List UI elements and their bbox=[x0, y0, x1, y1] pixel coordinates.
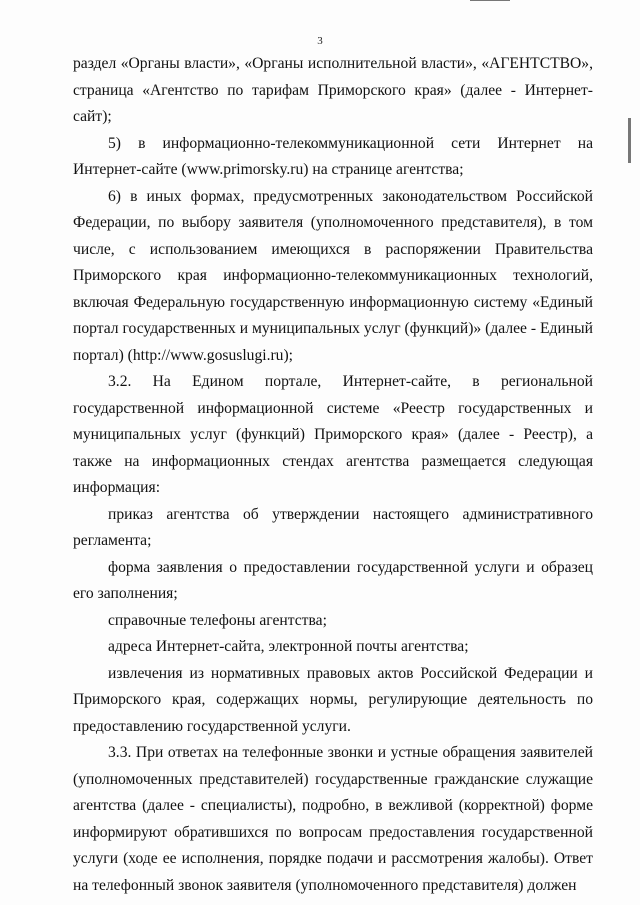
paragraph-section-3-2: 3.2. На Едином портале, Интернет-сайте, в региональной государственной информационной системе «Реестр государственных и муниципальных услуг (функций) Приморского края» (далее - Реестр), а также на информационных стендах агентства размещается следующая информация: bbox=[73, 373, 593, 496]
paragraph-info-order: приказ агентства об утверждении настоящего административного регламента; bbox=[73, 505, 593, 549]
paragraph-continuation: раздел «Органы власти», «Органы исполнительной власти», «АГЕНТСТВО», страница «Агентство по тарифам Приморского края» (далее - Интернет-сайт); bbox=[73, 55, 593, 125]
scan-edge-mark-top bbox=[470, 0, 510, 1]
paragraph-info-extracts: извлечения из нормативных правовых актов Российской Федерации и Приморского края, содержащих нормы, регулирующие деятельность по предоставлению государственной услуги. bbox=[73, 664, 593, 735]
paragraph-item-6: 6) в иных формах, предусмотренных законодательством Российской Федерации, по выбору заявителя (уполномоченного представителя), в том числе, с использованием имеющихся в распоряжении Правительства Приморского края информационно-телекоммуникационных технологий, включая Федеральную государственную информационную систему «Единый портал государственных и муниципальных услуг (функций)» (далее - Единый портал) (http://www.gosuslugi.ru); bbox=[73, 187, 593, 364]
paragraph-section-3-3: 3.3. При ответах на телефонные звонки и устные обращения заявителей (уполномоченных представителей) государственные гражданские служащие агентства (далее - специалисты), подробно, в вежливой (корректной) форме информируют обратившихся по вопросам предоставления государственной услуги (ходе ее исполнения, порядке подачи и рассмотрения жалобы). Ответ на телефонный звонок заявителя (уполномоченного представителя) должен bbox=[73, 744, 593, 894]
paragraph-info-phones: справочные телефоны агентства; bbox=[108, 611, 327, 629]
page-number: 3 bbox=[317, 35, 323, 47]
scan-edge-mark-right bbox=[628, 118, 631, 163]
document-body bbox=[73, 51, 593, 899]
paragraph-item-5: 5) в информационно-телекоммуникационной сети Интернет на Интернет-сайте (www.primorsky.ru) на странице агентства; bbox=[73, 134, 593, 178]
paragraph-info-form: форма заявления о предоставлении государственной услуги и образец его заполнения; bbox=[73, 558, 593, 602]
paragraph-info-addresses: адреса Интернет-сайта, электронной почты агентства; bbox=[108, 638, 469, 655]
